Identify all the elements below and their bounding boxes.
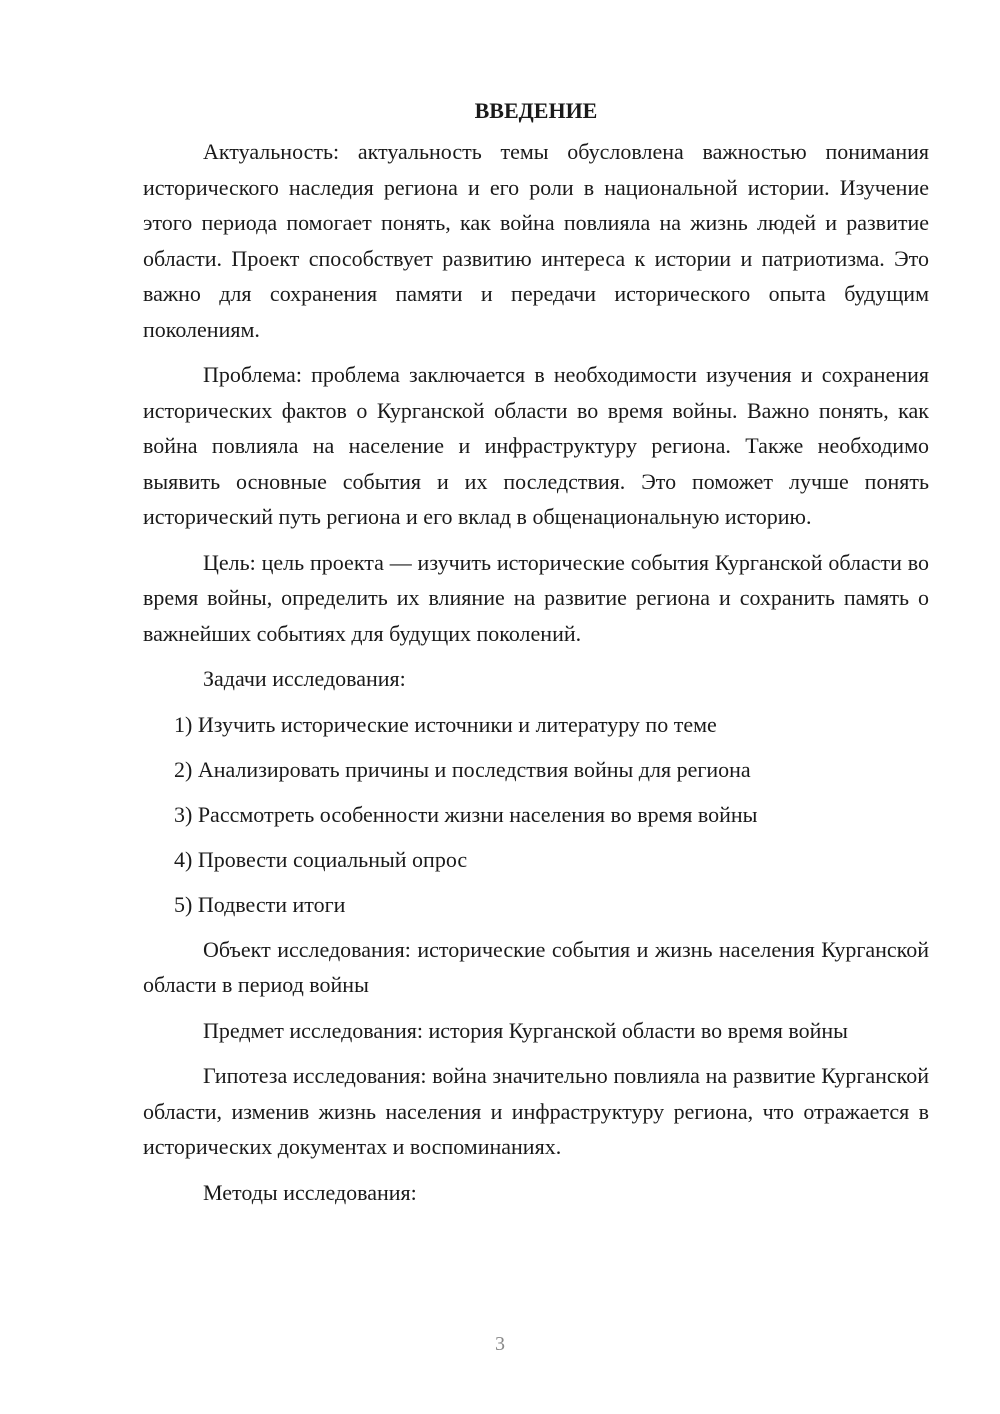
task-item-1: 1) Изучить исторические источники и литературу по теме xyxy=(174,711,717,737)
subject-paragraph: Предмет исследования: история Курганской области во время войны xyxy=(203,1017,848,1043)
tasks-list xyxy=(143,707,929,923)
page-title: ВВЕДЕНИЕ xyxy=(474,98,598,123)
methods-heading: Методы исследования: xyxy=(203,1179,417,1205)
relevance-paragraph: Актуальность: актуальность темы обусловлена важностью понимания исторического наследия региона и его роли в национальной истории. Изучение этого периода помогает понять, как война повлияла на жизнь людей и развитие области. Проект способствует развитию интереса к истории и патриотизма. Это важно для сохранения памяти и передачи исторического опыта будущим поколениям. xyxy=(143,139,929,342)
problem-paragraph: Проблема: проблема заключается в необходимости изучения и сохранения исторических фактов о Курганской области во время войны. Важно понять, как война повлияла на население и инфраструктуру региона. Также необходимо выявить основные события и их последствия. Это поможет лучше понять исторический путь региона и его вклад в общенациональную историю. xyxy=(143,362,929,529)
goal-paragraph: Цель: цель проекта — изучить исторические события Курганской области во время войны, определить их влияние на развитие региона и сохранить память о важнейших событиях для будущих поколений. xyxy=(143,549,929,646)
task-item-3: 3) Рассмотреть особенности жизни населения во время войны xyxy=(174,801,758,827)
page-number: 3 xyxy=(495,1333,505,1355)
page-content xyxy=(143,88,929,1220)
task-item-5: 5) Подвести итоги xyxy=(174,891,346,917)
hypothesis-paragraph: Гипотеза исследования: война значительно повлияла на развитие Курганской области, изменив жизнь населения и инфраструктуру региона, что отражается в исторических документах и воспоминаниях. xyxy=(143,1063,929,1159)
task-item-4: 4) Провести социальный опрос xyxy=(174,846,468,872)
task-item-2: 2) Анализировать причины и последствия войны для региона xyxy=(174,756,751,782)
tasks-heading: Задачи исследования: xyxy=(203,666,406,691)
object-paragraph: Объект исследования: исторические события и жизнь населения Курганской области в период войны xyxy=(143,936,929,997)
